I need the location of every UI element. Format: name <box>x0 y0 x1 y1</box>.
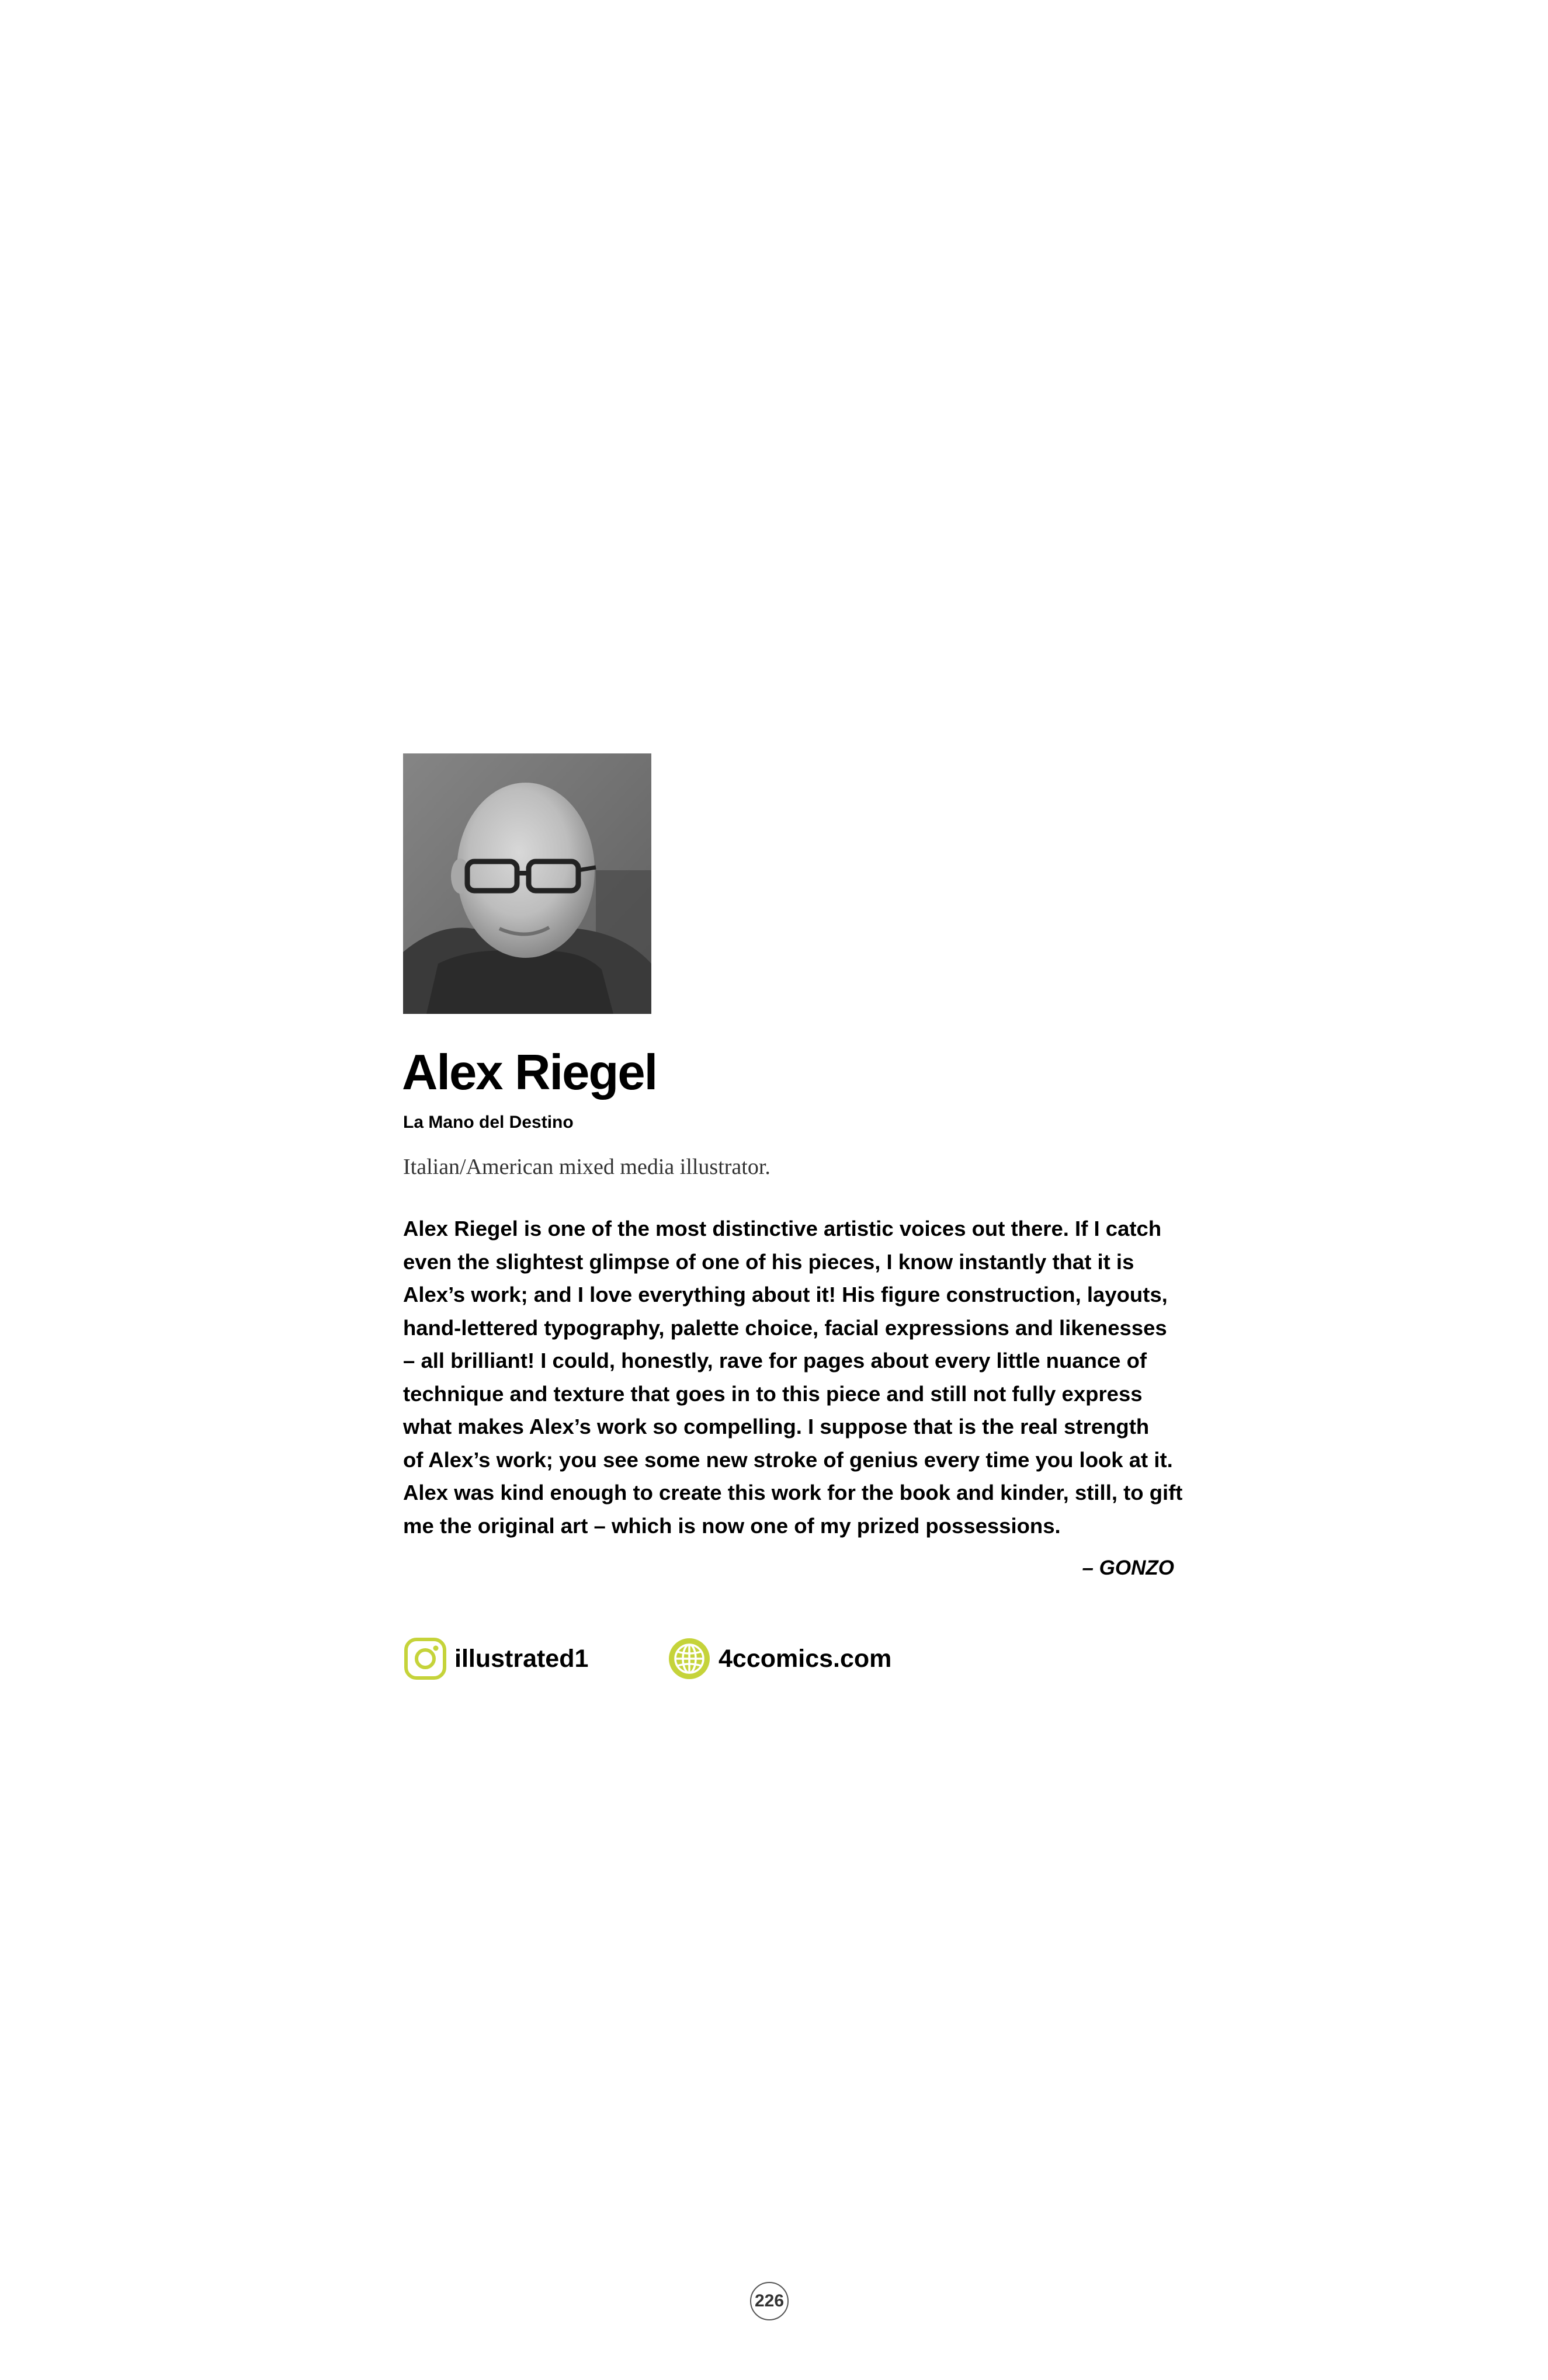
description-line: me the original art – which is now one of my prized possessions. <box>403 1513 1061 1538</box>
website-link[interactable] <box>667 1637 891 1681</box>
description-line: technique and texture that goes in to this piece and still not fully express <box>403 1381 1143 1406</box>
instagram-icon <box>403 1637 447 1681</box>
instagram-link[interactable] <box>403 1637 588 1681</box>
description-line: Alex Riegel is one of the most distinctive artistic voices out there. If I catch <box>403 1217 1162 1241</box>
instagram-handle[interactable]: illustrated1 <box>454 1644 589 1673</box>
work-title: La Mano del Destino <box>403 1113 574 1132</box>
description-line: – all brilliant! I could, honestly, rave for pages about every little nuance of <box>403 1349 1147 1373</box>
website-url[interactable]: 4ccomics.com <box>719 1644 892 1673</box>
description-line: even the slightest glimpse of one of his pieces, I know instantly that it is <box>403 1249 1134 1274</box>
description-line: hand-lettered typography, palette choice, facial expressions and likenesses <box>403 1315 1167 1340</box>
author-photo <box>403 753 651 1014</box>
description-line: Alex was kind enough to create this work for the book and kinder, still, to gift <box>403 1481 1183 1505</box>
author-intro: Italian/American mixed media illustrator. <box>403 1155 770 1179</box>
description-line: Alex’s work; and I love everything about it! His figure construction, layouts, <box>403 1283 1168 1307</box>
author-name: Alex Riegel <box>402 1045 657 1100</box>
globe-icon <box>667 1637 711 1681</box>
portrait-illustration <box>403 753 651 1014</box>
page-number: 226 <box>750 2282 789 2320</box>
description-line: of Alex’s work; you see some new stroke of genius every time you look at it. <box>403 1447 1173 1472</box>
signature: – GONZO <box>1082 1556 1174 1579</box>
description-line: what makes Alex’s work so compelling. I suppose that is the real strength <box>403 1415 1150 1439</box>
description-text <box>403 1212 1186 1542</box>
